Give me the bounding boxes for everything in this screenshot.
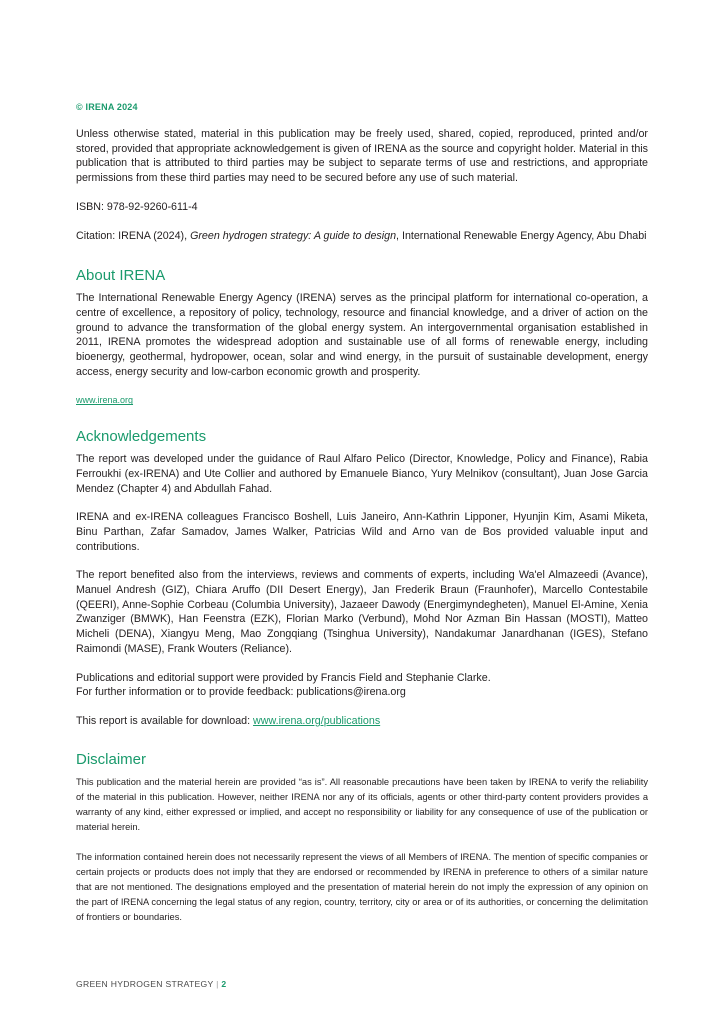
disclaimer-paragraph: This publication and the material herein are provided “as is”. All reasonable precautions have been taken by IRENA to verify the reliability of the material in this publication. However, neither IRENA nor any of its officials, agents or other third-party content providers provides a warranty of any kind, either expressed or implied, and accept no responsibility or liability for any consequence of use of the publication or material herein.	[76, 776, 648, 833]
rights-statement: Unless otherwise stated, material in this publication may be freely used, shared, copied, reproduced, printed and/or stored, provided that appropriate acknowledgement is given of IRENA as the source and copyright holder. Material in this publication that is attributed to third parties may be subject to separate terms of use and restrictions, and appropriate permissions from these third parties may need to be secured before any use of such material.	[76, 128, 648, 185]
about-body: The International Renewable Energy Agency (IRENA) serves as the principal platform for international co-operation, a centre of excellence, a repository of policy, technology, resource and financial knowledge, and a driver of action on the ground to advance the transformation of the global energy system. An intergovernmental organisation established in 2011, IRENA promotes the widespread adoption and sustainable use of all forms of renewable energy, including bioenergy, geothermal, hydropower, ocean, solar and wind energy, in the pursuit of sustainable development, energy access, energy security and low-carbon economic growth and prosperity.	[76, 292, 648, 378]
citation: Citation: IRENA (2024), Green hydrogen strategy: A guide to design, International Renewable Energy Agency, Abu Dhabi	[76, 229, 647, 242]
acknowledgements-heading: Acknowledgements	[76, 428, 207, 446]
disclaimer-paragraph: The information contained herein does not necessarily represent the views of all Members of IRENA. The mention of specific companies or certain projects or products does not imply that they are endorsed or recommended by IRENA in preference to others of a similar nature that are not mentioned. The designations employed and the presentation of material herein do not imply the expression of any opinion on the part of IRENA concerning the legal status of any region, country, territory, city or area or of its authorities, or concerning the delimitation of frontiers or boundaries.	[76, 851, 648, 923]
feedback-contact: For further information or to provide feedback: publications@irena.org	[76, 686, 406, 699]
copyright-notice: © IRENA 2024	[76, 102, 138, 112]
editorial-support: Publications and editorial support were provided by Francis Field and Stephanie Clarke.	[76, 671, 491, 684]
page-number: 2	[221, 979, 227, 989]
footer-title: GREEN HYDROGEN STRATEGY	[76, 979, 214, 989]
acknowledgements-paragraph: IRENA and ex-IRENA colleagues Francisco Boshell, Luis Janeiro, Ann-Kathrin Lipponer, Hyunjin Kim, Asami Miketa, Binu Parthan, Zafar Samadov, James Walker, Patricias Wild and Arno van de Bos provided valuable input and contributions.	[76, 511, 648, 553]
irena-website-link[interactable]: www.irena.org	[76, 395, 134, 406]
isbn: ISBN: 978-92-9260-611-4	[76, 200, 198, 213]
footer-separator: |	[216, 979, 219, 989]
page-content	[76, 102, 648, 926]
disclaimer-heading: Disclaimer	[76, 750, 147, 768]
download-line: This report is available for download: www.irena.org/publications	[76, 714, 381, 727]
citation-title: Green hydrogen strategy: A guide to design	[190, 229, 397, 242]
acknowledgements-paragraph: The report was developed under the guidance of Raul Alfaro Pelico (Director, Knowledge, Policy and Finance), Rabia Ferroukhi (ex-IRENA) and Ute Collier and authored by Emanuele Bianco, Yury Melnikov (consultant), Juan Jose Garcia Mendez (Chapter 4) and Abdullah Fahad.	[76, 453, 648, 495]
about-heading: About IRENA	[76, 267, 166, 285]
publications-link[interactable]: www.irena.org/publications	[253, 714, 381, 727]
acknowledgements-paragraph: The report benefited also from the interviews, reviews and comments of experts, including Wa'el Almazeedi (Avance), Manuel Andresh (GIZ), Chiara Aruffo (DII Desert Energy), Jan Frederik Braun (Fraunhofer), Marcello Contestabile (QEERI), Anne-Sophie Corbeau (Columbia University), Jazaeer Dawody (Energimyndegheten), Manuel El-Amine, Xenia Zwanziger (BMWK), Han Feenstra (EZK), Florian Marko (Verbund), Mohd Nor Azman Bin Hassan (MOSTI), Matteo Micheli (DENA), Xiangyu Meng, Mao Zongqiang (Tsinghua University), Nandakumar Janardhanan (IGES), Stefano Raimondi (MASE), Frank Wouters (Reliance).	[76, 569, 648, 655]
page-footer	[76, 979, 226, 989]
